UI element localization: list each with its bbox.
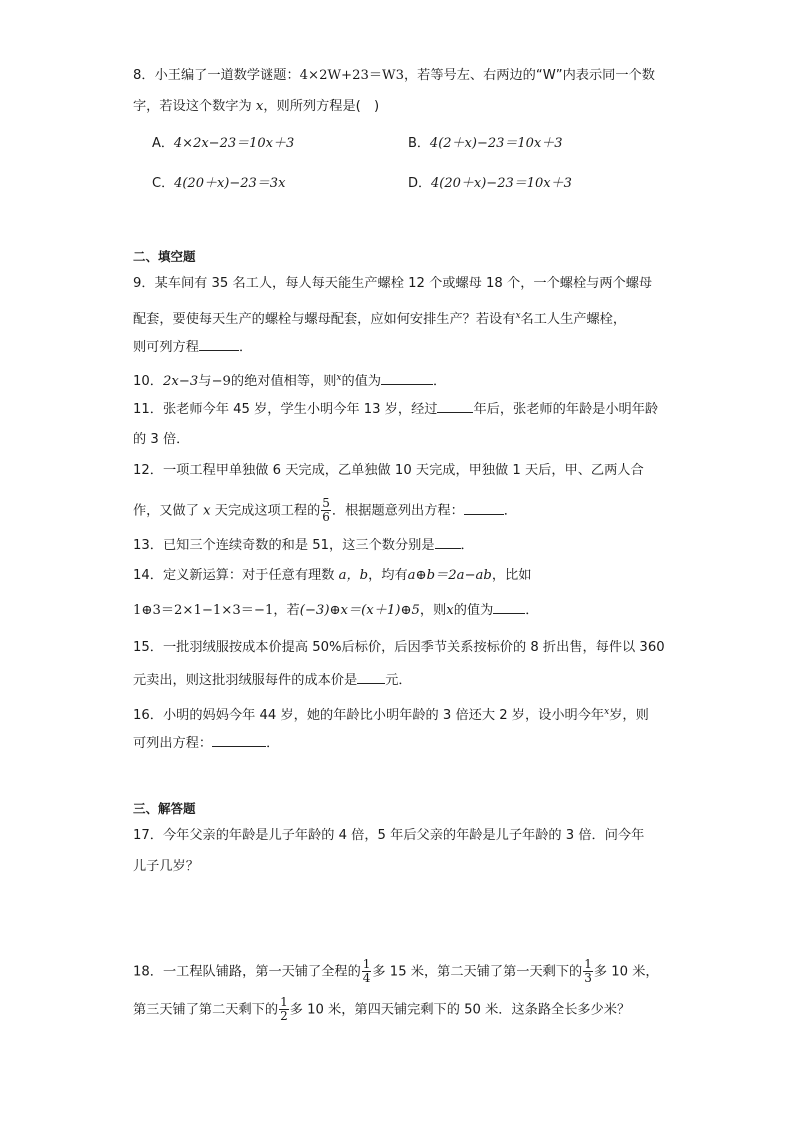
q8-text: 8．小王编了一道数学谜题： (133, 68, 300, 83)
q12-line2 (133, 497, 517, 524)
q14-text-2a: ，若 (273, 603, 300, 618)
answer-blank[interactable] (437, 399, 473, 413)
q12-text-2c: ．根据题意列出方程： (331, 503, 464, 519)
q10-expr1: 2x−3 (162, 374, 199, 389)
q14-text-2b: ，则 (419, 603, 447, 618)
q14-text-1b: ，均有 (368, 568, 408, 583)
fraction-denominator: 2 (280, 1009, 288, 1023)
q11-line1 (133, 399, 658, 420)
q16-line1 (133, 702, 649, 726)
q13-end: ． (460, 538, 474, 553)
q10-suffix: 的值为 (341, 374, 382, 389)
q14-text-1a: 14．定义新运算：对于任意有理数 (133, 568, 339, 583)
option-label: D． (408, 176, 432, 191)
q16-end: ． (266, 736, 280, 751)
q16-line2 (133, 733, 279, 754)
q8-line1 (133, 66, 655, 86)
q12-text-2a: 作，又做了 (133, 503, 204, 519)
q9-line2 (133, 306, 626, 330)
answer-blank[interactable] (381, 371, 433, 385)
option-label: C． (152, 176, 175, 191)
q14-rule: a⊕b＝2a−ab (407, 568, 492, 583)
q10-text: 的绝对值相等，则 (230, 374, 337, 389)
q11-text-1b: 年后，张老师的年龄是小明年龄 (473, 402, 659, 417)
q10-end: ． (433, 374, 447, 389)
answer-blank[interactable] (435, 535, 461, 549)
q12-text-2b: 天完成这项工程的 (210, 503, 321, 519)
option-expr: 4(2＋x)−23＝10x＋3 (429, 136, 563, 151)
q8-text-2b: ，则所列方程是( ) (263, 99, 380, 114)
fraction-denominator: 4 (362, 971, 371, 985)
q15-text-2: 元卖出，则这批羽绒服每件的成本价是 (133, 673, 358, 688)
q14-line2 (133, 600, 538, 621)
answer-blank[interactable] (493, 600, 525, 614)
q17-line1: 17．今年父亲的年龄是儿子年龄的 4 倍，5 年后父亲的年龄是儿子年龄的 3 倍．问今年 (133, 828, 645, 843)
q13-line (133, 535, 474, 556)
q10-mid: 与 (198, 374, 212, 389)
q9-end: ． (238, 340, 253, 355)
q12-var: x (203, 503, 211, 519)
option-expr: 4(20＋x)−23＝3x (174, 176, 286, 191)
answer-blank[interactable] (212, 733, 266, 747)
q8-line2 (133, 97, 379, 117)
q9-text-2b: 名工人生产螺栓， (520, 312, 627, 327)
section-title-answer: 三、解答题 (133, 801, 196, 816)
q12-fraction (321, 497, 331, 524)
section-title-fill-blank: 二、填空题 (133, 249, 196, 264)
answer-blank[interactable] (464, 501, 504, 515)
q12-line1: 12．一项工程甲单独做 6 天完成，乙单独做 10 天完成，甲独做 1 天后，甲、乙两人合 (133, 463, 644, 478)
q8-text-2a: 字，若设这个数字为 (133, 99, 256, 114)
q18-fraction-3 (279, 996, 289, 1023)
q8-option-c[interactable] (152, 174, 285, 194)
option-label: A． (152, 136, 174, 151)
q10-number: 10． (133, 374, 163, 389)
q9-text-3: 则可列方程 (133, 340, 199, 355)
q13-text: 13．已知三个连续奇数的和是 51，这三个数分别是 (133, 538, 435, 553)
q18-fraction-2 (583, 958, 593, 985)
q8-var: x (255, 99, 264, 114)
q18-text-1b: 多 15 米，第二天铺了第一天剩下的 (372, 964, 583, 980)
fraction-denominator: 3 (584, 971, 592, 985)
fraction-numerator: 1 (584, 957, 592, 971)
q8-option-b[interactable] (408, 134, 563, 154)
q11-line2: 的 3 倍． (133, 432, 190, 447)
q14-text-2c: 的值为 (453, 603, 494, 618)
option-expr: 4×2x−23＝10x＋3 (173, 136, 295, 151)
q10-line (133, 368, 446, 392)
option-label: B． (408, 136, 430, 151)
q16-text-1b: 岁，则 (609, 708, 649, 723)
q12-end: ． (503, 503, 517, 519)
q10-var: x (336, 373, 342, 383)
q9-line1: 9．某车间有 35 名工人，每人每天能生产螺栓 12 个或螺母 18 个，一个螺栓与两个螺母 (133, 276, 653, 291)
q18-line1 (133, 958, 659, 985)
q16-text-2: 可列出方程： (133, 736, 213, 751)
q14-end: ． (525, 603, 539, 618)
q18-text-2b: 多 10 米，第四天铺完剩下的 50 米．这条路全长多少米？ (289, 1002, 631, 1018)
q8-option-a[interactable] (152, 134, 294, 154)
q14-text-1c: ，比如 (491, 568, 532, 583)
answer-blank[interactable] (357, 670, 385, 684)
q14-line1 (133, 566, 531, 586)
q9-var: x (515, 311, 521, 321)
q16-text-1a: 16．小明的妈妈今年 44 岁，她的年龄比小明年龄的 3 倍还大 2 岁，设小明今年 (133, 708, 605, 723)
q8-text-suffix: ，若等号左、右两边的“W”内表示同一个数 (404, 68, 655, 83)
q14-vars: a，b (338, 568, 369, 583)
q16-var: x (604, 707, 610, 717)
q11-text-1a: 11．张老师今年 45 岁，学生小明今年 13 岁，经过 (133, 402, 438, 417)
q18-fraction-1 (362, 958, 372, 985)
q9-text-2a: 配套，要使每天生产的螺栓与螺母配套，应如何安排生产？若设有 (133, 312, 516, 327)
q10-expr2: −9 (211, 374, 231, 389)
option-expr: 4(20＋x)−23＝10x＋3 (431, 176, 572, 191)
q18-text-1a: 18．一工程队铺路，第一天铺了全程的 (133, 964, 361, 980)
q8-option-d[interactable] (408, 174, 572, 194)
q18-text-2a: 第三天铺了第二天剩下的 (133, 1002, 279, 1018)
q17-line2: 儿子几岁？ (133, 859, 199, 874)
q18-text-1c: 多 10 米， (593, 964, 659, 980)
q8-equation: 4×2W+23＝W3 (299, 68, 404, 83)
q14-example: 1⊕3＝2×1−1×3＝−1 (133, 603, 274, 618)
answer-blank[interactable] (199, 337, 239, 351)
fraction-numerator: 1 (362, 957, 371, 971)
fraction-numerator: 1 (280, 995, 288, 1009)
q18-line2 (133, 996, 630, 1023)
q14-var: x (446, 603, 454, 618)
q15-end: 元． (385, 673, 412, 688)
q14-condition: (−3)⊕x＝(x＋1)⊕5 (299, 603, 420, 618)
fraction-denominator: 6 (322, 510, 330, 524)
q15-line2 (133, 670, 412, 691)
q15-line1: 15．一批羽绒服按成本价提高 50%后标价，后因季节关系按标价的 8 折出售，每件以 360 (133, 640, 665, 655)
q9-line3 (133, 337, 252, 358)
fraction-numerator: 5 (322, 496, 330, 510)
